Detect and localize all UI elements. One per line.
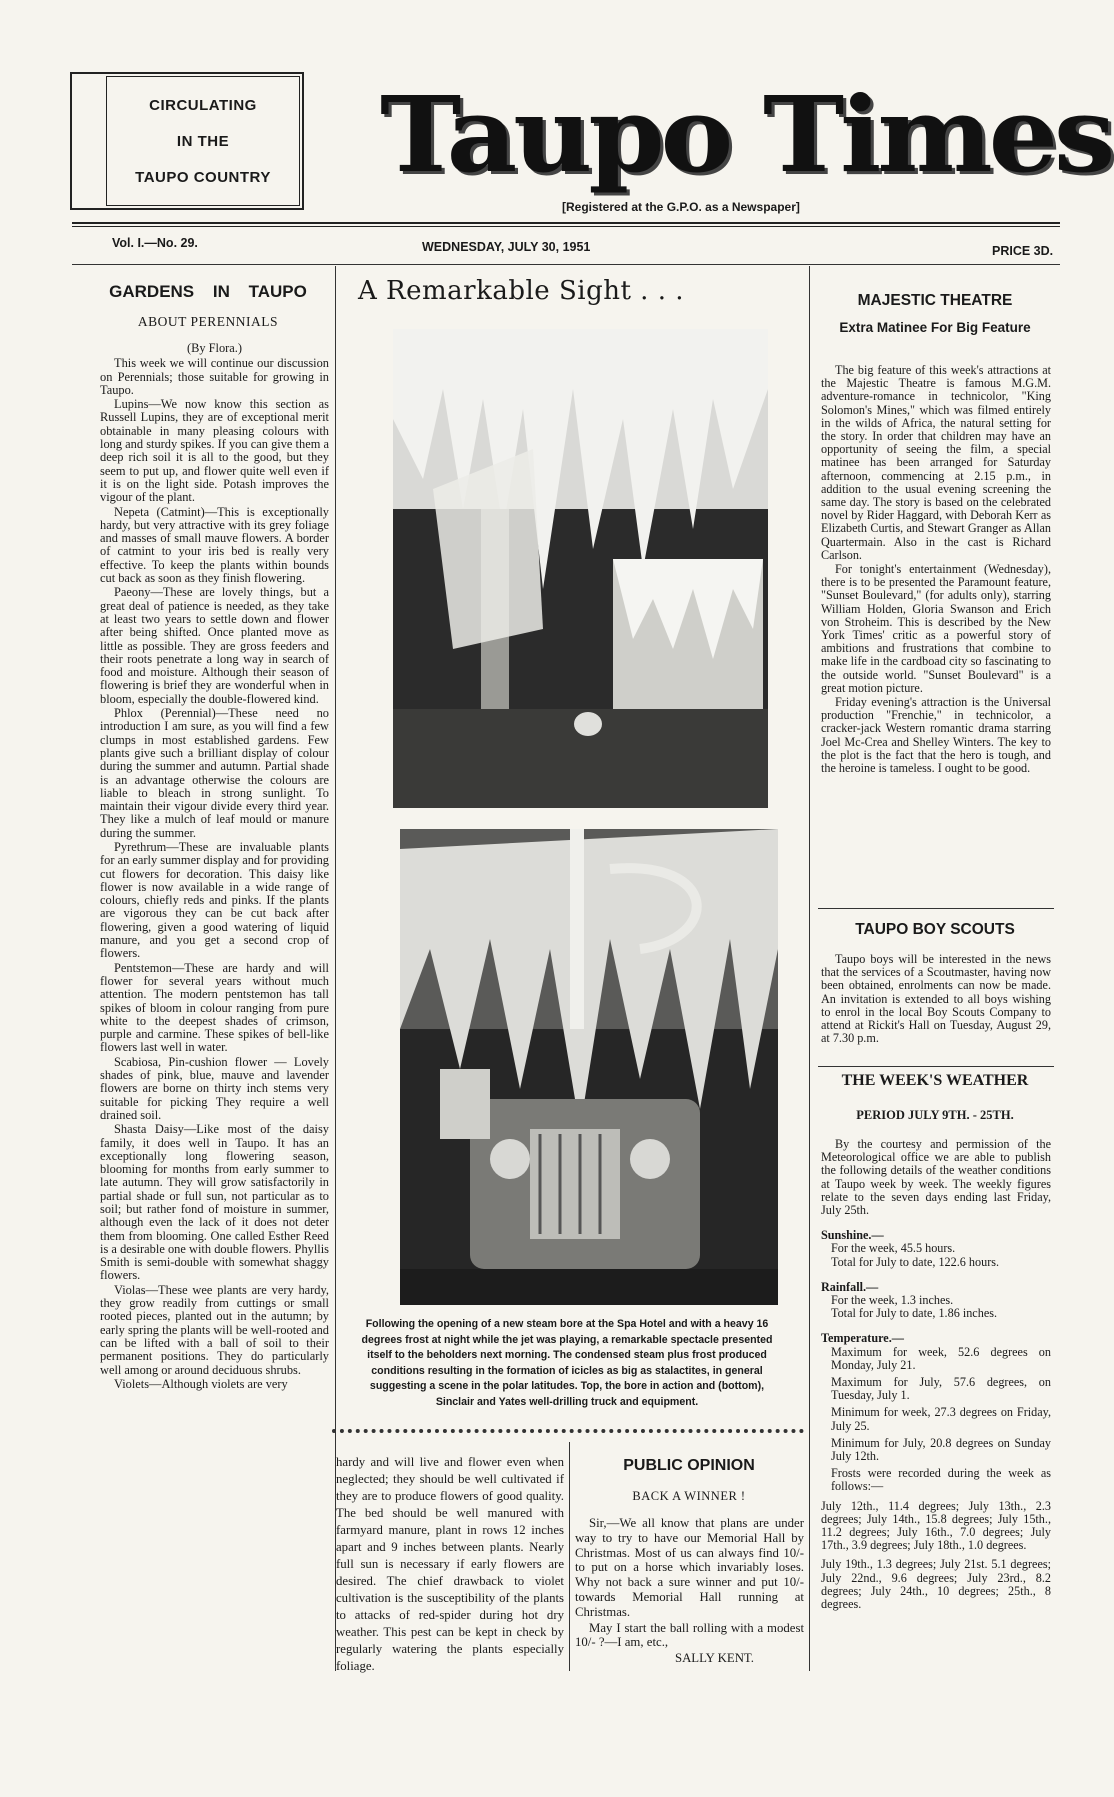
icicles-illustration-top: [393, 329, 768, 808]
gardens-paragraph: Pyrethrum—These are invaluable plants for an early summer display and for providing cut flowers for decoration. This daisy like flower is now available in a wide range of colours, chiefly reds and pinks. If the plants are vigorous they can be cut back after flowering, given a good watering of liquid manure, and you get a second crop of flowers.: [100, 839, 329, 961]
masthead-rule: [72, 222, 1060, 224]
sunshine-total: Total for July to date, 122.6 hours.: [831, 1254, 1000, 1269]
dotted-divider: [332, 1429, 804, 1439]
photo-steam-bore: [393, 329, 768, 808]
scouts-headline: TAUPO BOY SCOUTS: [855, 921, 1015, 938]
rainfall-total: Total for July to date, 1.86 inches.: [831, 1306, 998, 1321]
scouts-rule: [818, 1066, 1054, 1067]
sunshine-week: For the week, 45.5 hours.: [831, 1241, 956, 1256]
opinion-signature: SALLY KENT.: [674, 1651, 754, 1666]
opinion-letter: [575, 1516, 804, 1666]
gardens-paragraph: Lupins—We now know this section as Russell Lupins, they are of exceptional merit obtainable in many pleasing colours with long and sturdy spikes. If you can give them a deep rich soil it is all to the good, but they seem to put up, and flower quite well even if it is on the light side. Potash improves the vigour of the plant.: [100, 397, 329, 505]
gardens-paragraph: Shasta Daisy—Like most of the daisy family, it does well in Taupo. It has an exceptionally long flowering season, blooming for months from early summer to late autumn. They will grow satisfactorily in partial shade or full sun, not particular as to soil; but rather fond of moisture in summer, although even the lack of it does not deter them from blooming. One called Esther Reed is a desirable one with double flowers. Phyllis Smith is semi-double with somewhat shaggy flowers.: [100, 1122, 329, 1283]
theatre-article: [821, 364, 1051, 776]
theatre-paragraph: Friday evening's attraction is the Universal production "Frenchie," in technicolor, a cracker-jack Western romantic drama starring Joel Mc-Crea and Shelley Winters. The key to the plot is the fact that the hero is tough, and the heroine is tameless. I ought to be good.: [821, 695, 1051, 776]
feature-caption: Following the opening of a new steam bore at the Spa Hotel and with a heavy 16 degrees frost at night while the jet was playing, a remarkable spectacle presented itself to the beholders next morning. The condensed steam plus frost produced conditions resulting in the formation of icicles as big as stalactites, in general suggesting a scene in the polar latitudes. Top, the bore in action and (bottom), Sinclair and Yates well-drilling truck and equipment.: [361, 1318, 773, 1408]
theatre-rule: [818, 908, 1054, 909]
circulating-line-2: IN THE: [176, 132, 230, 150]
scouts-article: [821, 953, 1051, 1046]
circulating-box: [70, 72, 304, 210]
dateline-rule: [72, 264, 1060, 265]
volume-number: Vol. I.—No. 29.: [112, 236, 198, 250]
weather-article: [821, 1138, 1051, 1611]
column-rule-3: [569, 1442, 570, 1671]
issue-date: WEDNESDAY, JULY 30, 1951: [422, 240, 591, 254]
gardens-headline: GARDENS IN TAUPO: [109, 282, 307, 301]
theatre-paragraph: For tonight's entertainment (Wednesday), there is to be presented the Paramount feature, "Sunset Boulevard," (for adults only), starring William Holden, Gloria Swanson and Erich von Stroheim. This is described by the New York Times' critic as a powerful story of ambitions and frustrations that combine to make life in the cardboad city so fascinating to the outside world. "Sunset Boulevard" is a great motion picture.: [821, 562, 1051, 695]
feature-headline: A Remarkable Sight . . .: [358, 276, 685, 306]
issue-price: PRICE 3D.: [992, 244, 1054, 258]
gardens-paragraph: Violets—Although violets are very: [114, 1376, 288, 1391]
gardens-paragraph: Pentstemon—These are hardy and will flower for several years without much attention. The modern pentstemon has tall spikes of bloom in colour ranging from pure white to the deepest shades of crimson, purple and carmine. These spikes of bell-like flowers last well in water.: [100, 960, 329, 1055]
temperature-min-week: Minimum for week, 27.3 degrees on Friday, July 25.: [831, 1405, 1051, 1433]
gardens-paragraph: Violas—These wee plants are very hardy, they grow readily from cuttings or small rooted pieces, planted out in the autumn; by early spring the plants will be well-rooted and can be lifted with a ball of soil to their permanent positions. They do particularly well among or around deciduous shrubs.: [100, 1282, 329, 1377]
circulating-line-1: CIRCULATING: [149, 96, 257, 114]
gardens-paragraph: Nepeta (Catmint)—This is exceptionally hardy, but very attractive with its grey foliage and masses of small mauve flowers. A border of catmint to your iris bed is really very effective. To keep the plants within bounds cut back as soon as they finish flowering.: [100, 504, 329, 586]
temperature-max-july: Maximum for July, 57.6 degrees, on Tuesday, July 1.: [831, 1375, 1051, 1403]
opinion-paragraph: May I start the ball rolling with a modest 10/- ?—I am, etc.,: [575, 1620, 804, 1650]
temperature-label: Temperature.—: [821, 1331, 904, 1346]
gardens-article: [100, 342, 329, 1392]
column-rule-2: [809, 266, 810, 1671]
gardens-subhead: ABOUT PERENNIALS: [137, 314, 279, 329]
gardens-paragraph: This week we will continue our discussion on Perennials; those suitable for growing in Taupo.: [100, 356, 329, 397]
frosts-list: July 19th., 1.3 degrees; July 21st. 5.1 degrees; July 22nd., 9.6 degrees; July 23rd., 8.2 degrees; July 24th., 10 degrees; 25th., 8 degrees.: [821, 1557, 1051, 1612]
registered-notice: [Registered at the G.P.O. as a Newspaper]: [562, 200, 800, 214]
theatre-headline: MAJESTIC THEATRE: [857, 292, 1013, 309]
opinion-subhead: BACK A WINNER !: [632, 1489, 746, 1503]
frosts-intro: Frosts were recorded during the week as follows:—: [831, 1466, 1051, 1494]
theatre-subhead: Extra Matinee For Big Feature: [839, 320, 1031, 335]
gardens-paragraph: Phlox (Perennial)—These need no introduction I am sure, as you will find a few clumps in most established gardens. Few plants give such a brilliant display of colour during the summer and autumn. Partial shade is an advantage otherwise the colours are liable to bleach in strong sunlight. To maintain their vigour divide every third year. They like a mulch of leaf mould or manure during the summer.: [100, 706, 329, 840]
gardens-continuation: hardy and will live and flower even when neglected; they should be well cultivated if they are to produce flowers of good quality. The bed should be well manured with farmyard manure, plant in rows 12 inches apart and 9 inches between plants. Nearly full sun is necessary if early flowers are desired. The chief drawback to violet cultivation is the susceptibility of the plants to attacks of red-spider during hot dry weather. This pest can be kept in check by regularly watering the plants especially foliage.: [336, 1455, 564, 1673]
circulating-line-3: TAUPO COUNTRY: [135, 168, 271, 186]
temperature-min-july: Minimum for July, 20.8 degrees on Sunday July 12th.: [831, 1435, 1051, 1464]
gardens-paragraph: Scabiosa, Pin-cushion flower — Lovely shades of pink, blue, mauve and lavender flowers are borne on thirty inch stems very suitable for picking They require a well drained soil.: [100, 1054, 329, 1122]
masthead-rule-thin: [72, 226, 1060, 227]
sunshine-label: Sunshine.—: [821, 1228, 884, 1243]
gardens-byline: (By Flora.): [186, 341, 243, 355]
frosts-list: July 12th., 11.4 degrees; July 13th., 2.3 degrees; July 14th., 15.8 degrees; July 15th., 11.2 degrees; July 16th., 7.0 degrees; July 17th., 3.9 degrees; July 18th., 1.0 degrees.: [821, 1498, 1051, 1553]
newspaper-title-text: Taupo Times: [380, 73, 1112, 196]
rainfall-label: Rainfall.—: [821, 1279, 879, 1294]
theatre-paragraph: The big feature of this week's attractions at the Majestic Theatre is famous M.G.M. adventure-romance in technicolor, "King Solomon's Mines," which was filmed entirely in the wilds of Africa, the natural setting for the story. In order that children may have an opportunity of seeing the film, a special matinee has been arranged for Saturday afternoon, commencing at 2.15 p.m., in addition to the usual evening screening the same day. The story is based on the celebrated novel by Rider Haggard, with Deborah Kerr as Elizabeth Curtis, and Stewart Granger as Allan Quartermain. Also in the cast is Richard Carlson.: [821, 363, 1051, 562]
opinion-paragraph: Sir,—We all know that plans are under way to try to have our Memorial Hall by Christmas. Most of us can always find 10/- to put on a horse which invariably loses. Why not back a sure winner and put 10/- towards Memorial Hall running at Christmas.: [575, 1516, 804, 1619]
temperature-max-week: Maximum for week, 52.6 degrees on Monday, July 21.: [831, 1344, 1051, 1372]
newspaper-title: [380, 60, 1112, 210]
icicles-illustration-bottom: [400, 829, 778, 1305]
photo-drilling-truck: [400, 829, 778, 1305]
opinion-headline: PUBLIC OPINION: [623, 1457, 755, 1474]
weather-headline: THE WEEK'S WEATHER: [841, 1072, 1029, 1089]
weather-intro: By the courtesy and permission of the Meteorological office we are able to publish the following details of the weather conditions at Taupo week by week. The weekly figures relate to the seven days ending last Friday, July 25th.: [821, 1137, 1051, 1218]
scouts-paragraph: Taupo boys will be interested in the news that the services of a Scoutmaster, having now been obtained, enrolments can now be made. An invitation is extended to all boys wishing to enrol in the local Boy Scouts Company to attend at Rickit's Hall on Tuesday, August 29, at 7.30 p.m.: [821, 952, 1051, 1046]
weather-subhead: PERIOD JULY 9TH. - 25TH.: [856, 1108, 1014, 1122]
rainfall-week: For the week, 1.3 inches.: [831, 1293, 954, 1308]
gardens-paragraph: Paeony—These are lovely things, but a great deal of patience is needed, as they take at least two years to settle down and flower after being shifted. Once planted move as little as possible. They are gross feeders and their roots penetrate a long way in search of food and moisture. Although their season of flowering is brief they are wonderful when in bloom, especially the double-flowered kind.: [100, 585, 329, 706]
